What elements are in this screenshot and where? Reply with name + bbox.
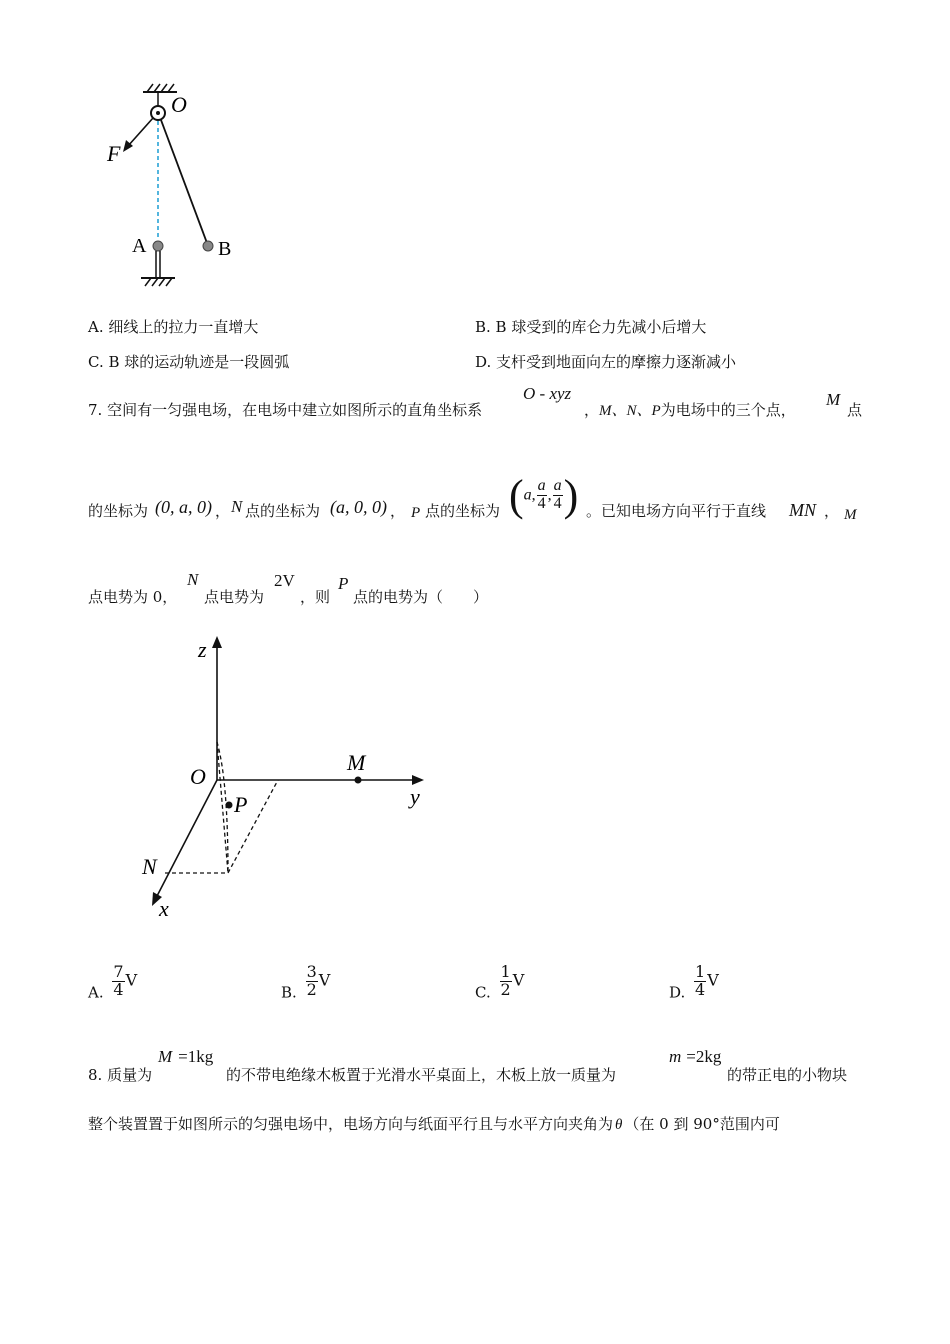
q7-comma-4: ， (824, 502, 840, 520)
q7-line-3-c: ，则 (300, 588, 331, 606)
option-c-unit: V (512, 970, 525, 990)
ball-a (153, 241, 163, 251)
q7-p-symbol-2: P (338, 574, 349, 593)
q7-point-char: 点 (847, 401, 863, 419)
fig1-label-b: B (218, 238, 232, 260)
q7-xyz: xyz (549, 384, 572, 403)
q6-option-c: C. B 球的运动轨迹是一段圆弧 (88, 353, 290, 371)
coord-p-a: a (523, 486, 532, 504)
option-a-den: 4 (113, 979, 124, 999)
q7-line-3-b: 点电势为 (204, 588, 265, 606)
q7-mn-symbol: MN (789, 500, 816, 520)
q7-m-symbol-2: M (844, 507, 857, 523)
fig1-label-a: A (132, 235, 147, 257)
q7-line-3-d: 点的电势为（ ） (353, 588, 489, 606)
point-n-label: N (142, 854, 157, 879)
option-d-fraction (694, 964, 706, 999)
q7-option-b (281, 964, 330, 1001)
ground-hatch (145, 278, 172, 286)
q7-n-symbol: N (231, 497, 243, 516)
option-b-unit: V (318, 970, 331, 990)
q7-option-d (669, 964, 719, 1001)
point-m (355, 777, 362, 784)
q7-coord-p: (a, $\frac{a}{4}$ , $\frac{a}{4}$ ) (509, 471, 579, 520)
q7-2v: 2V (274, 571, 295, 590)
q7-points-mnp: M、N、P (599, 403, 661, 419)
frac2-den: 4 (553, 495, 562, 512)
paren-left: ( (509, 471, 524, 520)
q7-line-2-d: 。已知电场方向平行于直线 (586, 502, 767, 520)
q7-p-symbol: P (411, 505, 421, 521)
q7-line-2-a: 的坐标为 (88, 502, 149, 520)
fig1-label-f: F (107, 141, 121, 166)
option-b-letter: B. (281, 983, 297, 1002)
q7-comma: ， (584, 401, 600, 419)
q7-coord-system (523, 384, 571, 404)
q8-line-2-end: （在 0 到 90°范围内可 (624, 1115, 780, 1133)
q7-comma-3: ， (390, 502, 406, 520)
option-d-num: 1 (695, 962, 706, 981)
option-a-unit: V (125, 970, 138, 990)
force-arrow-line (128, 118, 153, 146)
option-c-den: 2 (500, 979, 511, 999)
q6-option-d: D. 支杆受到地面向左的摩擦力逐渐减小 (475, 353, 737, 371)
q8-m-value: =2kg (686, 1047, 722, 1066)
point-p-label: P (234, 792, 248, 817)
frac2-num: a (553, 477, 562, 495)
x-axis-label: x (159, 896, 169, 921)
q8-line-1-c: 的带正电的小物块 (727, 1066, 848, 1084)
q7-m-symbol: M (826, 390, 841, 409)
q7-stem-text: 7. 空间有一匀强电场，在电场中建立如图所示的直角坐标系 (88, 401, 483, 419)
point-m-label: M (347, 750, 366, 775)
frac1-den: 4 (537, 495, 546, 512)
q7-line-2-b: 点的坐标为 (245, 502, 321, 520)
paren-right: ) (563, 471, 579, 520)
option-a-letter: A. (88, 983, 104, 1002)
q8-line-2-text: 整个装置置于如图所示的匀强电场中，电场方向与纸面平行且与水平方向夹角为 (88, 1115, 614, 1133)
q7-coord-n: (a, 0, 0) (330, 497, 387, 517)
q7-coord-m: (0, a, 0) (155, 497, 212, 517)
option-a-num: 7 (113, 962, 124, 981)
x-axis (156, 780, 217, 898)
string-to-b (161, 120, 207, 243)
option-d-unit: V (707, 970, 719, 990)
option-c-fraction (500, 964, 512, 999)
q7-option-c (475, 964, 524, 1001)
q7-line-2-c: 点的坐标为 (425, 502, 501, 520)
coordinate-diagram (130, 630, 440, 925)
coord-p-frac-2 (553, 478, 563, 513)
q7-three-points-text: 为电场中的三个点， (660, 401, 796, 419)
frac1-num: a (537, 477, 546, 495)
q8-M-value: =1kg (178, 1047, 214, 1066)
q7-comma-2: ， (215, 502, 231, 520)
origin-label: O (190, 764, 206, 789)
option-c-num: 1 (500, 962, 511, 981)
q8-line-1-b: 的不带电绝缘木板置于光滑水平桌面上，木板上放一质量为 (226, 1066, 617, 1084)
q8-mass-m (669, 1047, 721, 1067)
q8-line-1-a: 8. 质量为 (88, 1066, 153, 1084)
fig1-label-o: O (171, 92, 187, 117)
ball-b (203, 241, 213, 251)
option-b-fraction (306, 964, 318, 999)
q6-option-b: B. B 球受到的库仑力先减小后增大 (475, 318, 707, 336)
q6-option-a: A. 细线上的拉力一直增大 (88, 318, 259, 336)
point-p (226, 802, 233, 809)
y-axis-label: y (410, 784, 420, 809)
q8-mass-M (158, 1047, 213, 1067)
q7-n-symbol-2: N (187, 570, 199, 589)
pendulum-diagram (95, 78, 255, 293)
q7-dash: - (535, 384, 550, 403)
pulley-axle (156, 111, 160, 115)
option-d-letter: D. (669, 983, 686, 1002)
q7-line-1-tail (584, 399, 796, 420)
q8-M-symbol: M (158, 1047, 173, 1066)
q8-theta: θ (615, 1117, 623, 1133)
option-d-den: 4 (695, 979, 706, 999)
q8-m-symbol: m (669, 1047, 682, 1066)
dashed-construction (165, 742, 278, 873)
z-axis-label: z (198, 637, 207, 662)
q7-origin-o: O (523, 384, 536, 403)
q7-line-3-a: 点电势为 0， (88, 588, 178, 606)
z-axis-arrowhead (212, 636, 222, 648)
coord-p-frac-1 (537, 478, 547, 513)
q8-line-2 (88, 1113, 780, 1134)
option-a-fraction (112, 964, 124, 999)
q7-line-1 (88, 399, 482, 420)
ceiling-hatch (147, 84, 174, 92)
option-c-letter: C. (475, 983, 491, 1002)
option-b-num: 3 (306, 962, 317, 981)
option-b-den: 2 (306, 979, 317, 999)
q7-option-a (88, 964, 137, 1001)
